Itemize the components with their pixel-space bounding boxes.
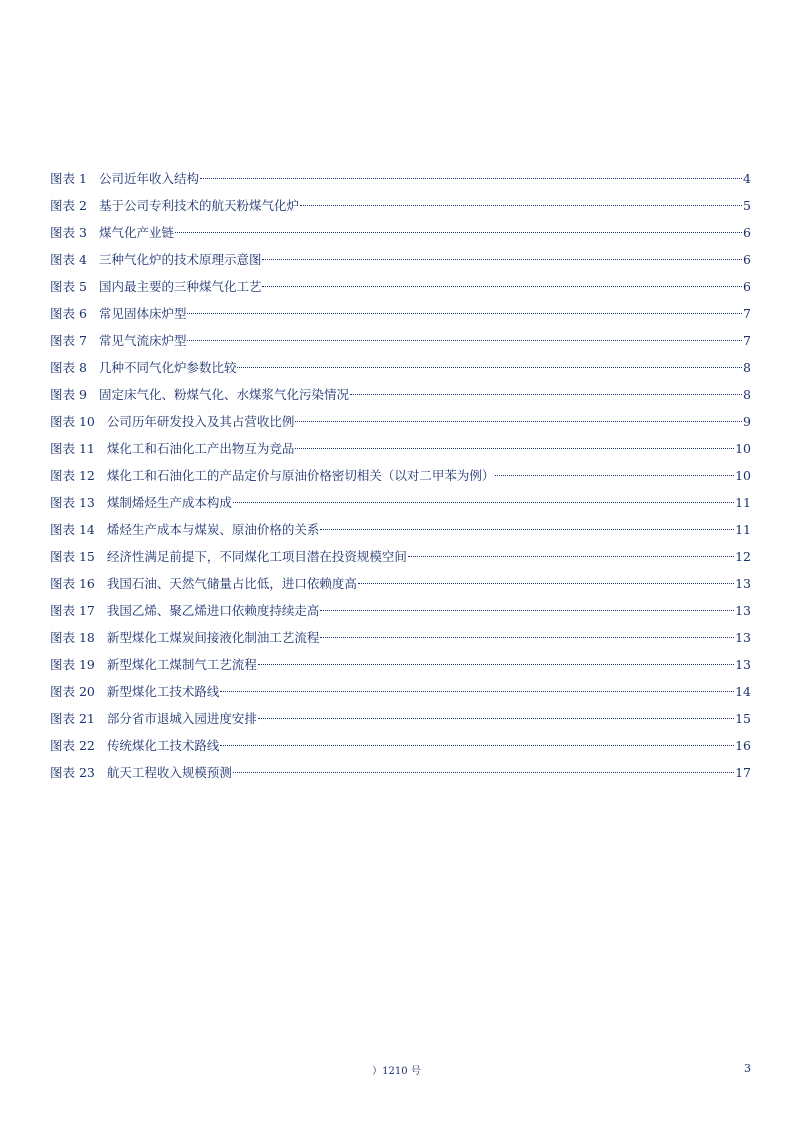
toc-entry-title: 固定床气化、粉煤气化、水煤浆气化污染情况 (98, 387, 349, 402)
table-of-figures (50, 165, 751, 786)
toc-entry[interactable] (50, 759, 751, 786)
toc-entry-title: 煤气化产业链 (98, 225, 174, 240)
toc-entry-page: 13 (735, 657, 751, 672)
toc-entry-page: 7 (743, 306, 751, 321)
toc-entry-title: 我国乙烯、聚乙烯进口依赖度持续走高 (106, 603, 320, 618)
toc-entry-page: 6 (743, 279, 751, 294)
toc-entry[interactable] (50, 462, 751, 489)
toc-dot-leader (262, 259, 742, 260)
toc-entry-page: 5 (743, 198, 751, 213)
toc-entry[interactable] (50, 408, 751, 435)
toc-entry-title: 新型煤化工煤炭间接液化制油工艺流程 (106, 630, 320, 645)
toc-entry-label: 图表 11 (50, 441, 95, 456)
toc-entry[interactable] (50, 570, 751, 597)
toc-entry-label: 图表 22 (50, 738, 95, 753)
toc-entry-page: 11 (735, 522, 751, 537)
toc-entry-label: 图表 6 (50, 306, 87, 321)
toc-dot-leader (495, 475, 734, 476)
toc-entry-page: 6 (743, 252, 751, 267)
toc-dot-leader (295, 448, 734, 449)
toc-entry[interactable] (50, 300, 751, 327)
toc-dot-leader (295, 421, 742, 422)
toc-dot-leader (320, 610, 734, 611)
toc-entry[interactable] (50, 597, 751, 624)
toc-dot-leader (175, 232, 742, 233)
toc-dot-leader (187, 313, 742, 314)
toc-entry-title: 公司近年收入结构 (98, 171, 199, 186)
toc-entry-label: 图表 15 (50, 549, 95, 564)
toc-entry[interactable] (50, 354, 751, 381)
toc-entry-title: 基于公司专利技术的航天粉煤气化炉 (98, 198, 299, 213)
toc-entry-label: 图表 2 (50, 198, 87, 213)
toc-entry-label: 图表 4 (50, 252, 87, 267)
toc-entry[interactable] (50, 165, 751, 192)
toc-dot-leader (187, 340, 742, 341)
toc-dot-leader (220, 745, 734, 746)
toc-entry-page: 13 (735, 630, 751, 645)
toc-entry-title: 煤化工和石油化工产出物互为竞品 (106, 441, 295, 456)
toc-entry-page: 15 (735, 711, 751, 726)
toc-entry-label: 图表 23 (50, 765, 95, 780)
toc-dot-leader (358, 583, 734, 584)
toc-dot-leader (320, 529, 734, 530)
toc-entry-label: 图表 13 (50, 495, 95, 510)
toc-entry[interactable] (50, 327, 751, 354)
toc-entry[interactable] (50, 219, 751, 246)
toc-entry-title: 常见气流床炉型 (98, 333, 187, 348)
toc-entry[interactable] (50, 705, 751, 732)
toc-entry-title: 煤化工和石油化工的产品定价与原油价格密切相关（以对二甲苯为例） (106, 468, 495, 483)
toc-entry-title: 烯烃生产成本与煤炭、原油价格的关系 (106, 522, 320, 537)
toc-entry-label: 图表 17 (50, 603, 95, 618)
toc-entry-title: 传统煤化工技术路线 (106, 738, 220, 753)
toc-entry-page: 9 (743, 414, 751, 429)
toc-entry-label: 图表 8 (50, 360, 87, 375)
toc-entry-title: 常见固体床炉型 (98, 306, 187, 321)
toc-entry-label: 图表 21 (50, 711, 95, 726)
toc-entry-label: 图表 9 (50, 387, 87, 402)
toc-dot-leader (258, 718, 734, 719)
toc-entry-title: 三种气化炉的技术原理示意图 (98, 252, 262, 267)
toc-dot-leader (350, 394, 742, 395)
toc-entry-page: 13 (735, 603, 751, 618)
toc-entry-label: 图表 14 (50, 522, 95, 537)
toc-entry-title: 公司历年研发投入及其占营收比例 (106, 414, 295, 429)
toc-dot-leader (237, 367, 742, 368)
toc-dot-leader (320, 637, 734, 638)
toc-entry-page: 10 (735, 441, 751, 456)
toc-entry-title: 几种不同气化炉参数比较 (98, 360, 237, 375)
toc-entry[interactable] (50, 651, 751, 678)
toc-entry-label: 图表 12 (50, 468, 95, 483)
toc-entry[interactable] (50, 192, 751, 219)
toc-entry-label: 图表 7 (50, 333, 87, 348)
toc-entry-page: 6 (743, 225, 751, 240)
toc-entry-title: 经济性满足前提下，不同煤化工项目潜在投资规模空间 (106, 549, 407, 564)
toc-dot-leader (300, 205, 742, 206)
toc-entry-label: 图表 20 (50, 684, 95, 699)
toc-entry-title: 我国石油、天然气储量占比低，进口依赖度高 (106, 576, 357, 591)
toc-dot-leader (258, 664, 734, 665)
toc-entry-page: 7 (743, 333, 751, 348)
toc-entry-label: 图表 1 (50, 171, 87, 186)
toc-entry-page: 11 (735, 495, 751, 510)
toc-dot-leader (233, 772, 734, 773)
toc-dot-leader (200, 178, 742, 179)
toc-entry-title: 国内最主要的三种煤气化工艺 (98, 279, 262, 294)
toc-entry[interactable] (50, 435, 751, 462)
toc-entry-page: 14 (735, 684, 751, 699)
page-number: 3 (744, 1062, 751, 1075)
toc-entry[interactable] (50, 273, 751, 300)
toc-entry-page: 8 (743, 360, 751, 375)
toc-entry-title: 航天工程收入规模预测 (106, 765, 232, 780)
toc-entry-page: 4 (743, 171, 751, 186)
toc-entry-label: 图表 3 (50, 225, 87, 240)
toc-entry[interactable] (50, 678, 751, 705)
toc-entry-page: 10 (735, 468, 751, 483)
toc-dot-leader (408, 556, 734, 557)
toc-entry[interactable] (50, 516, 751, 543)
toc-entry-page: 17 (735, 765, 751, 780)
toc-entry-label: 图表 19 (50, 657, 95, 672)
toc-entry[interactable] (50, 381, 751, 408)
toc-entry-page: 13 (735, 576, 751, 591)
toc-entry-label: 图表 10 (50, 414, 95, 429)
toc-dot-leader (220, 691, 734, 692)
toc-entry-label: 图表 16 (50, 576, 95, 591)
toc-entry-label: 图表 5 (50, 279, 87, 294)
toc-entry-page: 16 (735, 738, 751, 753)
toc-entry-title: 煤制烯烃生产成本构成 (106, 495, 232, 510)
toc-entry[interactable] (50, 489, 751, 516)
footer-document-code: ）1210 号 (372, 1066, 421, 1077)
toc-dot-leader (233, 502, 734, 503)
toc-dot-leader (262, 286, 742, 287)
toc-entry[interactable] (50, 624, 751, 651)
toc-entry[interactable] (50, 732, 751, 759)
toc-entry-title: 新型煤化工技术路线 (106, 684, 220, 699)
toc-entry[interactable] (50, 246, 751, 273)
toc-entry-page: 8 (743, 387, 751, 402)
toc-entry-title: 部分省市退城入园进度安排 (106, 711, 257, 726)
toc-entry-page: 12 (735, 549, 751, 564)
toc-entry-label: 图表 18 (50, 630, 95, 645)
toc-entry-title: 新型煤化工煤制气工艺流程 (106, 657, 257, 672)
toc-entry[interactable] (50, 543, 751, 570)
